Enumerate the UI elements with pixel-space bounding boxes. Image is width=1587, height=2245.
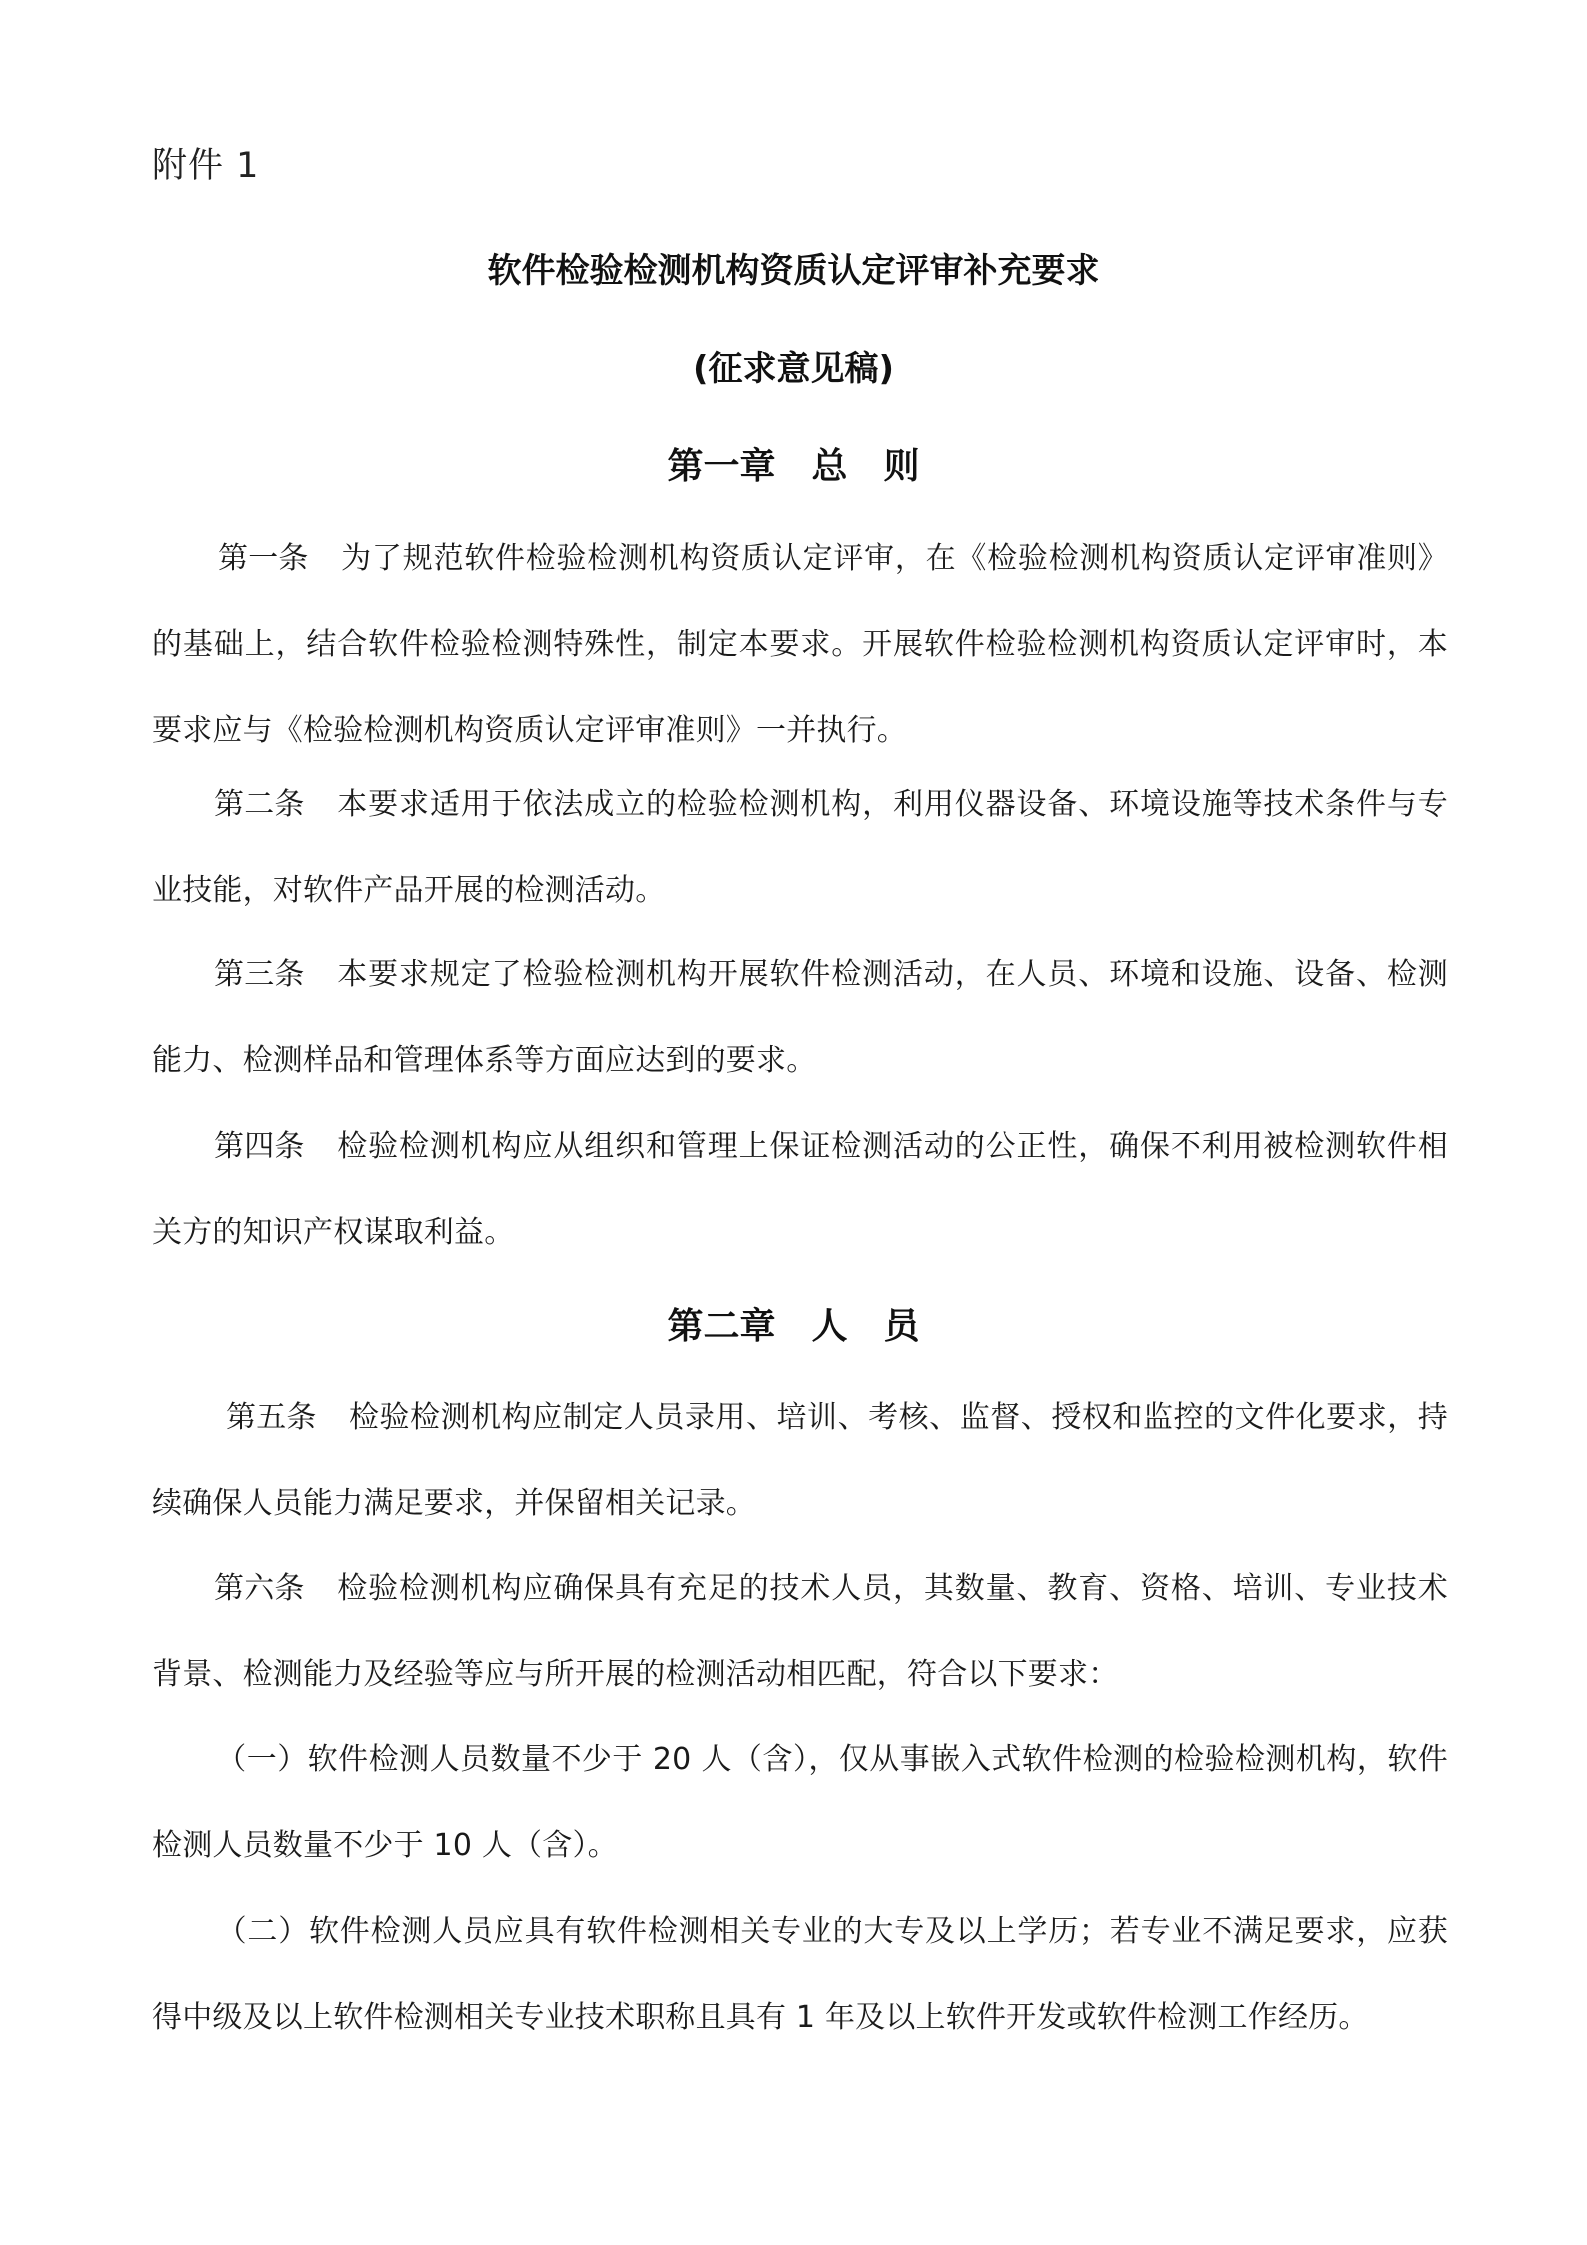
article-5 xyxy=(152,1375,1448,1547)
article-number: 第六条 xyxy=(214,1571,305,1606)
article-4 xyxy=(152,1104,1448,1276)
article-1 xyxy=(152,516,1448,774)
list-item-text: （二）软件检测人员应具有软件检测相关专业的大专及以上学历；若专业不满足要求，应获得中级及以上软件检测相关专业技术职称且具有 1 年及以上软件开发或软件检测工作经历。 xyxy=(152,1914,1448,2035)
article-2 xyxy=(152,762,1448,934)
article-text: 检验检测机构应确保具有充足的技术人员，其数量、教育、资格、培训、专业技术背景、检测能力及经验等应与所开展的检测活动相匹配，符合以下要求： xyxy=(152,1571,1448,1692)
document-subtitle: (征求意见稿) xyxy=(692,349,895,389)
article-number: 第四条 xyxy=(214,1129,305,1164)
chapter-label: 第一章 xyxy=(667,446,776,487)
document-title: 软件检验检测机构资质认定评审补充要求 xyxy=(487,251,1100,291)
article-number: 第三条 xyxy=(214,957,305,992)
article-number: 第五条 xyxy=(226,1400,317,1435)
article-text: 本要求规定了检验检测机构开展软件检测活动，在人员、环境和设施、设备、检测能力、检测样品和管理体系等方面应达到的要求。 xyxy=(152,957,1448,1078)
chapter-label: 第二章 xyxy=(667,1306,776,1347)
article-text: 为了规范软件检验检测机构资质认定评审，在《检验检测机构资质认定评审准则》的基础上，结合软件检验检测特殊性，制定本要求。开展软件检验检测机构资质认定评审时，本要求应与《检验检测机构资质认定评审准则》一并执行。 xyxy=(152,541,1448,748)
article-text: 本要求适用于依法成立的检验检测机构，利用仪器设备、环境设施等技术条件与专业技能，对软件产品开展的检测活动。 xyxy=(152,787,1448,908)
list-item-text: （一）软件检测人员数量不少于 20 人（含），仅从事嵌入式软件检测的检验检测机构，软件检测人员数量不少于 10 人（含）。 xyxy=(152,1742,1448,1863)
chapter-heading-2 xyxy=(0,1298,1587,1349)
attachment-label: 附件 1 xyxy=(152,146,260,186)
list-item-1 xyxy=(152,1717,1448,1889)
chapter-heading-1 xyxy=(0,438,1587,489)
article-3 xyxy=(152,932,1448,1104)
chapter-name: 总 则 xyxy=(811,446,920,487)
article-6 xyxy=(152,1546,1448,1718)
chapter-name: 人 员 xyxy=(811,1306,920,1347)
article-number: 第一条 xyxy=(218,541,309,576)
list-item-2 xyxy=(152,1889,1448,2061)
article-text: 检验检测机构应从组织和管理上保证检测活动的公正性，确保不利用被检测软件相关方的知识产权谋取利益。 xyxy=(152,1129,1448,1250)
article-text: 检验检测机构应制定人员录用、培训、考核、监督、授权和监控的文件化要求，持续确保人员能力满足要求，并保留相关记录。 xyxy=(152,1400,1448,1521)
article-number: 第二条 xyxy=(214,787,305,822)
